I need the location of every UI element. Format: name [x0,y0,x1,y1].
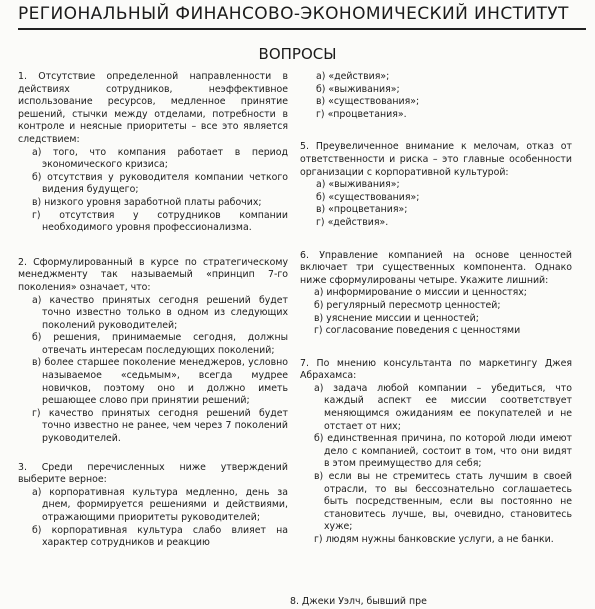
next-question-fragment: 8. Джеки Уэлч, бывший пре [290,596,427,607]
answer-option: б) отсутствия у руководителя компании четкого видения будущего; [32,171,288,196]
answer-options [300,287,572,337]
question-block [300,358,572,547]
right-column [300,71,572,561]
question-text: 6. Управление компанией на основе ценностей включает три существенных компонента. Однако ниже сформулированы четыре. Укажите лишний: [300,249,572,286]
answer-options [300,383,572,547]
answer-option: в) «существования»; [316,96,420,108]
institute-header: РЕГИОНАЛЬНЫЙ ФИНАНСОВО-ЭКОНОМИЧЕСКИЙ ИНСТИТУТ [18,4,569,24]
question-block [300,250,572,338]
question-block [18,71,288,235]
answer-option: б) «выживания»; [316,83,400,95]
answer-options [18,295,288,446]
question-text: 5. Преувеличенное внимание к мелочам, отказ от ответственности и риска – это главные особенности организации с корпоративной культурой: [300,141,572,178]
question-text: 1. Отсутствие определенной направленности в действиях сотрудников, неэффективное использование ресурсов, медленное принятие решений, стычки между отделами, потребности в контроле и неясные приоритеты – все это является следствием: [18,71,288,145]
answer-option: г) отсутствия у сотрудников компании необходимого уровня профессионализма. [32,209,288,234]
answer-option: а) задача любой компании – убедиться, что каждый аспект ее миссии соответствует меняющимся ожиданиям ее покупателей и не отстает от них; [314,382,572,432]
question-block [18,462,288,550]
answer-option: а) качество принятых сегодня решений будет точно известно только в одном из следующих поколений руководителей; [32,294,288,331]
answer-option: б) решения, принимаемые сегодня, должны отвечать интересам последующих поколений; [32,332,288,356]
header-rule [18,28,586,30]
answer-options [300,179,572,229]
answer-option: г) «процветания». [316,108,407,120]
question-block [18,257,288,446]
answer-option: в) если вы не стремитесь стать лучшим в своей отрасли, то вы бессознательно соглашаетесь быть посредственным, если вы постоянно не становитесь лучше, вы, очевидно, становитесь хуже; [314,471,572,533]
question-text: 2. Сформулированный в курсе по стратегическому менеджменту так называемый «принцип 7-го поколения» означает, что: [18,256,288,293]
answer-option: а) корпоративная культура медленно, день за днем, формируется решениями и действиями, отражающими приоритеты руководителей; [32,486,288,523]
page-title: ВОПРОСЫ [258,45,337,63]
answer-option: г) людям нужны банковские услуги, а не банки. [314,534,554,545]
answer-option: в) низкого уровня заработной платы рабочих; [32,196,262,208]
answer-options [18,487,288,550]
question-text: 7. По мнению консультанта по маркетингу Джея Абрахамса: [300,357,572,382]
answer-option: г) качество принятых сегодня решений будет точно известно не ранее, чем через 7 поколений руководителей. [32,407,288,445]
question-text: 3. Среди перечисленных ниже утверждений выберите верное: [18,461,288,486]
answer-option: б) «существования»; [316,191,420,203]
answer-option: г) согласование поведения с ценностями [314,325,521,337]
answer-option: б) единственная причина, по которой люди имеют дело с компанией, состоит в том, что они видят в этом преимущество для себя; [314,433,572,470]
answer-option: б) корпоративная культура слабо влияет на характер сотрудников и реакцию [32,524,288,549]
answer-option: а) «действия»; [316,71,390,82]
answer-option: г) «действия». [316,216,389,228]
question-block [300,71,572,121]
answer-option: а) «выживания»; [316,179,400,191]
answer-option: б) регулярный пересмотр ценностей; [314,299,501,311]
answer-option: а) информирование о миссии и ценностях; [314,287,527,299]
answer-option: в) «процветания»; [316,204,408,216]
answer-option: в) уяснение миссии и ценностей; [314,312,479,324]
answer-option: в) более старшее поколение менеджеров, условно называемое «седьмым», всегда мудрее новичков, поэтому оно и должно иметь решающее слово при принятии решений; [32,357,288,407]
question-block [300,141,572,229]
left-column [18,71,288,564]
answer-options [18,147,288,235]
answer-option: а) того, что компания работает в период экономического кризиса; [32,146,288,171]
answer-options [300,71,572,121]
